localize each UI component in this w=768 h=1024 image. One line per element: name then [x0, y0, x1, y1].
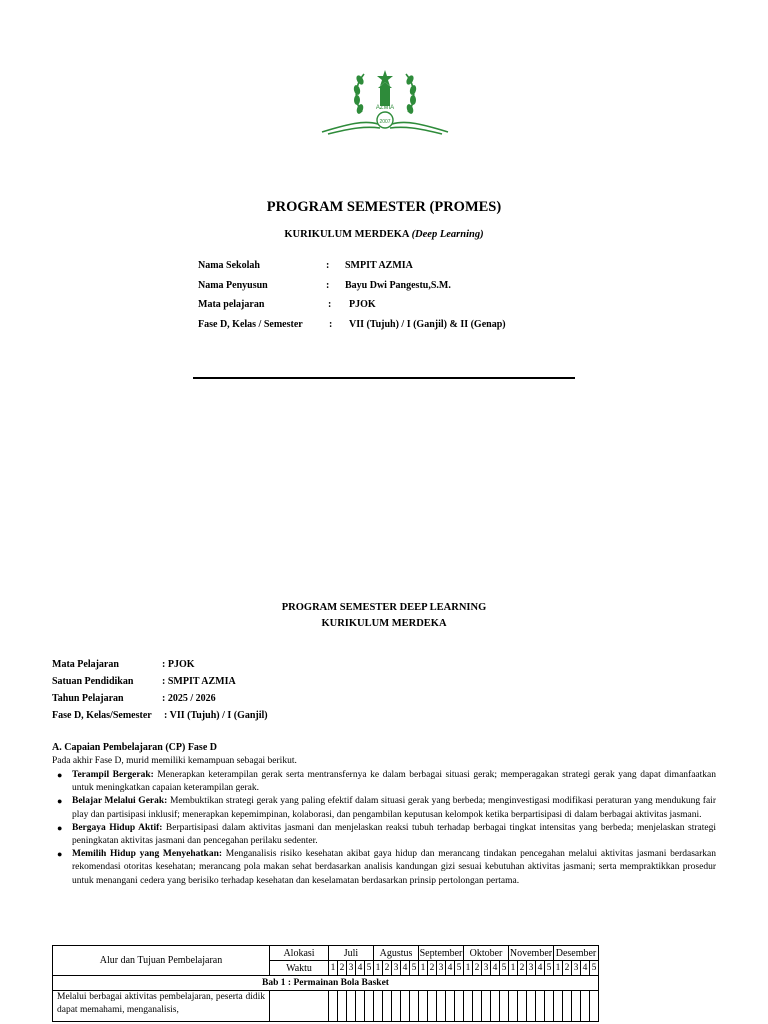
week-number: 4 [581, 961, 590, 976]
week-number: 4 [446, 961, 455, 976]
month-header: Desember [554, 946, 599, 961]
field-value: Bayu Dwi Pangestu,S.M. [345, 280, 451, 291]
week-number: 5 [545, 961, 554, 976]
cover-title: PROGRAM SEMESTER (PROMES) [266, 199, 502, 215]
schedule-cell [392, 991, 401, 1022]
week-number: 5 [365, 961, 374, 976]
bab-row [53, 976, 599, 991]
week-number: 1 [419, 961, 428, 976]
schedule-cell [482, 991, 491, 1022]
cp-term: Belajar Melalui Gerak: [72, 796, 168, 807]
week-number: 5 [410, 961, 419, 976]
month-header: Agustus [374, 946, 419, 961]
field-label: Nama Sekolah [198, 260, 260, 271]
meta-value: : PJOK [162, 659, 195, 670]
schedule-cell [365, 991, 374, 1022]
week-number: 2 [383, 961, 392, 976]
field-colon: : [326, 280, 330, 291]
schedule-cell [491, 991, 500, 1022]
field-value: VII (Tujuh) / I (Ganjil) & II (Genap) [349, 319, 506, 330]
week-number: 5 [455, 961, 464, 976]
schedule-cell [572, 991, 581, 1022]
field-label: Mata pelajaran [198, 299, 265, 310]
week-number: 3 [482, 961, 491, 976]
schedule-cell [581, 991, 590, 1022]
week-number: 3 [347, 961, 356, 976]
bullet-icon: ● [57, 849, 63, 860]
week-number: 1 [329, 961, 338, 976]
promes-table [52, 945, 599, 1022]
week-number: 3 [392, 961, 401, 976]
schedule-cell [437, 991, 446, 1022]
school-logo [318, 64, 452, 138]
schedule-cell [518, 991, 527, 1022]
cp-list-item [52, 822, 716, 848]
schedule-cell [509, 991, 518, 1022]
cover-subtitle-italic: (Deep Learning) [411, 229, 484, 240]
schedule-cell [338, 991, 347, 1022]
cp-term: Memilih Hidup yang Menyehatkan: [72, 849, 223, 860]
cp-text: Menganalisis risiko kesehatan akibat gaya hidup dan merancang tindakan pencegahan melalui aktivitas jasmani berdasarkan rekomendasi otoritas kesehatan; merancang pola makan sehat berdasarkan analisis kandungan gizi sesuai kebutuhan aktivitas jasmani; serta mempraktikkan prosedur untuk menangani cedera yang berisiko terhadap kesehatan dan keselamatan berdasarkan prinsip pertolongan pertama. [72, 849, 716, 886]
schedule-cell [500, 991, 509, 1022]
cover-divider [193, 377, 575, 379]
meta-row [52, 707, 268, 724]
schedule-cell [329, 991, 338, 1022]
field-value: PJOK [349, 299, 376, 310]
field-value: SMPIT AZMIA [345, 260, 413, 271]
week-number: 4 [356, 961, 365, 976]
field-label: Nama Penyusun [198, 280, 268, 291]
week-number: 3 [572, 961, 581, 976]
month-header: Juli [329, 946, 374, 961]
meta-value: : SMPIT AZMIA [162, 676, 236, 687]
week-number: 3 [527, 961, 536, 976]
bab-title: Bab 1 : Permainan Bola Basket [53, 976, 599, 991]
schedule-cell [545, 991, 554, 1022]
week-number: 2 [428, 961, 437, 976]
schedule-cell [374, 991, 383, 1022]
week-number: 3 [437, 961, 446, 976]
page2-title-line2: KURIKULUM MERDEKA [321, 618, 447, 629]
week-number: 4 [401, 961, 410, 976]
cp-list-item [52, 795, 716, 821]
schedule-cell [428, 991, 437, 1022]
meta-row [52, 656, 195, 673]
month-header: September [419, 947, 463, 959]
field-colon: : [328, 299, 332, 310]
page2-title-line1: PROGRAM SEMESTER DEEP LEARNING [281, 602, 487, 613]
meta-value: : VII (Tujuh) / I (Ganjil) [164, 710, 268, 721]
logo-text: AZMIA [375, 105, 395, 111]
schedule-cell [356, 991, 365, 1022]
meta-row [52, 673, 236, 690]
bullet-icon: ● [57, 770, 63, 780]
week-number: 2 [473, 961, 482, 976]
cp-term: Bergaya Hidup Aktif: [72, 822, 163, 833]
schedule-cell [554, 991, 563, 1022]
week-number: 1 [554, 961, 563, 976]
bullet-icon: ● [57, 796, 63, 807]
week-number: 2 [563, 961, 572, 976]
schedule-cell [347, 991, 356, 1022]
field-label: Fase D, Kelas / Semester [198, 319, 303, 330]
section-heading-cp: A. Capaian Pembelajaran (CP) Fase D [52, 742, 217, 753]
cp-list [52, 769, 716, 888]
month-header: November [509, 947, 553, 959]
page2-title [0, 600, 768, 632]
schedule-cell [473, 991, 482, 1022]
page2-meta [52, 656, 452, 726]
schedule-cell [401, 991, 410, 1022]
schedule-cell [527, 991, 536, 1022]
bullet-icon: ● [57, 822, 63, 833]
field-colon: : [329, 319, 333, 330]
week-number: 1 [509, 961, 518, 976]
table-row [53, 991, 599, 1022]
schedule-cell [563, 991, 572, 1022]
cp-list-item [52, 848, 716, 888]
week-number: 1 [464, 961, 473, 976]
cover-info [198, 256, 598, 336]
meta-row [52, 690, 216, 707]
header-waktu: Waktu [270, 961, 329, 976]
meta-label: Mata Pelajaran [52, 659, 119, 670]
schedule-cell [410, 991, 419, 1022]
meta-label: Satuan Pendidikan [52, 676, 134, 687]
cp-text: Menerapkan keterampilan gerak serta mentransfernya ke dalam berbagai situasi gerak; memperagakan strategi gerak yang dapat dimanfaatkan untuk meningkatkan capaian keterampilan gerak. [72, 770, 716, 794]
schedule-cell [536, 991, 545, 1022]
schedule-cell [590, 991, 599, 1022]
schedule-cell [455, 991, 464, 1022]
alokasi-cell [270, 991, 329, 1022]
header-alokasi: Alokasi [270, 946, 329, 961]
week-number: 5 [500, 961, 509, 976]
schedule-cell [383, 991, 392, 1022]
week-number: 2 [338, 961, 347, 976]
cp-intro: Pada akhir Fase D, murid memiliki kemampuan sebagai berikut. [52, 756, 297, 766]
week-number: 1 [374, 961, 383, 976]
header-atp: Alur dan Tujuan Pembelajaran [53, 946, 270, 976]
month-header: Oktober [464, 946, 509, 961]
week-number: 4 [536, 961, 545, 976]
cp-term: Terampil Bergerak: [72, 770, 154, 780]
week-number: 4 [491, 961, 500, 976]
logo-year: 2007 [379, 119, 391, 125]
atp-cell: Melalui berbagai aktivitas pembelajaran, peserta didik dapat memahami, menganalisis, [53, 991, 270, 1022]
schedule-cell [464, 991, 473, 1022]
meta-label: Tahun Pelajaran [52, 693, 124, 704]
meta-value: : 2025 / 2026 [162, 693, 216, 704]
meta-label: Fase D, Kelas/Semester [52, 710, 152, 721]
schedule-cell [446, 991, 455, 1022]
schedule-cell [419, 991, 428, 1022]
week-number: 5 [590, 961, 599, 976]
week-number: 2 [518, 961, 527, 976]
cp-text: Berpartisipasi dalam aktivitas jasmani dan menjelaskan reaksi tubuh terhadap berbagai tingkat intensitas yang berbeda; menjelaskan strategi peningkatan aktivitas jasmani dan pencegahan perilaku sedenter. [72, 822, 716, 847]
cover-subtitle-main: KURIKULUM MERDEKA [284, 229, 409, 240]
field-colon: : [326, 260, 330, 271]
cp-list-item [52, 769, 716, 795]
table-header-row [53, 946, 599, 961]
cover-subtitle [0, 229, 768, 240]
azmia-logo-icon [318, 64, 452, 138]
cp-text: Membuktikan strategi gerak yang paling efektif dalam situasi gerak yang berbeda; menginvestigasi modifikasi peraturan yang mendukung fair play dan partisipasi inklusif; menerapkan kepemimpinan, kolaborasi, dan pengambilan keputusan kelompok ketika berpartisipasi di dalam berbagai aktivitas jasmani. [72, 796, 716, 820]
